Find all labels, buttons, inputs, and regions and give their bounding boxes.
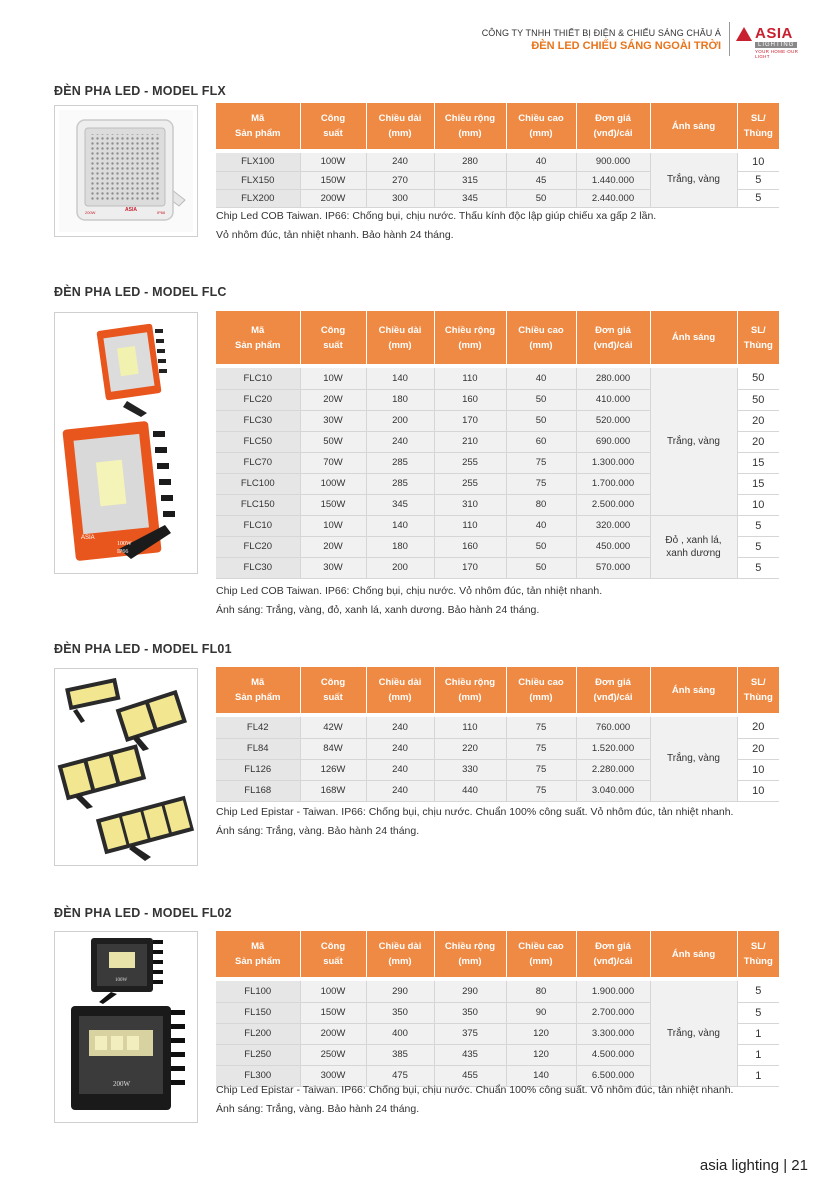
cell-height: 75 (506, 452, 576, 473)
note-line: Chip Led Epistar - Taiwan. IP66: Chống bụi, chịu nước. Chuẩn 100% công suất. Vỏ nhôm đúc, tản nhiệt nhanh. (216, 1084, 734, 1096)
cell-code: FLC150 (216, 494, 300, 515)
page-header (482, 22, 812, 58)
col-header-code: Mã Sản phẩm (216, 103, 300, 149)
col-header-qty: SL/ Thùng (737, 667, 779, 713)
note-line: Chip Led Epistar - Taiwan. IP66: Chống bụi, chịu nước. Chuẩn 100% công suất. Vỏ nhôm đúc, tản nhiệt nhanh. (216, 806, 734, 818)
cell-qty: 5 (737, 515, 779, 536)
cell-power: 70W (300, 452, 366, 473)
cell-qty: 10 (737, 494, 779, 515)
notes-flc (216, 582, 602, 620)
cell-length: 400 (366, 1023, 434, 1044)
col-header-power: Công suất (300, 103, 366, 149)
cell-length: 200 (366, 557, 434, 578)
col-header-light: Ánh sáng (650, 667, 737, 713)
section-title-flc: ĐÈN PHA LED - MODEL FLC (54, 285, 227, 299)
page-footer: asia lighting | 21 (699, 1157, 808, 1174)
cell-length: 240 (366, 431, 434, 452)
cell-qty: 15 (737, 452, 779, 473)
cell-length: 200 (366, 410, 434, 431)
cell-width: 350 (434, 1002, 506, 1023)
cell-height: 40 (506, 368, 576, 389)
cell-price: 1.520.000 (576, 738, 650, 759)
triangle-logo-icon (736, 27, 752, 41)
cell-width: 290 (434, 981, 506, 1002)
cell-power: 84W (300, 738, 366, 759)
cell-width: 110 (434, 368, 506, 389)
product-image-flx (54, 105, 198, 237)
flx-power-label: 200W (85, 210, 96, 215)
cell-code: FL250 (216, 1044, 300, 1065)
cell-power: 100W (300, 473, 366, 494)
cell-length: 180 (366, 536, 434, 557)
cell-qty: 20 (737, 410, 779, 431)
cell-power: 30W (300, 410, 366, 431)
cell-price: 760.000 (576, 717, 650, 738)
cell-light: Trắng, vàng (650, 368, 737, 515)
header-text (482, 22, 721, 52)
product-image-fl01 (54, 668, 198, 866)
cell-qty: 5 (737, 1002, 779, 1023)
cell-height: 140 (506, 1065, 576, 1086)
logo-sub: LIGHTING (755, 42, 797, 48)
table-row (216, 981, 779, 1002)
cell-height: 90 (506, 1002, 576, 1023)
product-image-fl02 (54, 931, 198, 1123)
cell-code: FL168 (216, 780, 300, 801)
col-header-code: Mã Sản phẩm (216, 667, 300, 713)
col-header-qty: SL/ Thùng (737, 311, 779, 364)
cell-width: 160 (434, 536, 506, 557)
section-title-fl01: ĐÈN PHA LED - MODEL FL01 (54, 642, 232, 656)
cell-price: 520.000 (576, 410, 650, 431)
cell-power: 100W (300, 153, 366, 171)
cell-width: 280 (434, 153, 506, 171)
cell-qty: 5 (737, 536, 779, 557)
cell-code: FLX150 (216, 171, 300, 189)
flc-power-label: 100W (117, 541, 132, 547)
cell-height: 80 (506, 494, 576, 515)
cell-height: 40 (506, 515, 576, 536)
cell-length: 350 (366, 1002, 434, 1023)
col-header-length: Chiều dài (mm) (366, 667, 434, 713)
cell-height: 75 (506, 780, 576, 801)
note-line: Chip Led COB Taiwan. IP66: Chống bụi, chịu nước. Vỏ nhôm đúc, tản nhiệt nhanh. (216, 585, 603, 597)
notes-fl01 (216, 803, 733, 841)
cell-qty: 15 (737, 473, 779, 494)
cell-width: 345 (434, 189, 506, 207)
cell-price: 1.440.000 (576, 171, 650, 189)
col-header-qty: SL/ Thùng (737, 931, 779, 977)
cell-length: 240 (366, 153, 434, 171)
cell-code: FLC20 (216, 536, 300, 557)
notes-flx (216, 207, 656, 245)
col-header-power: Công suất (300, 311, 366, 364)
cell-code: FL42 (216, 717, 300, 738)
table-row (216, 515, 779, 536)
cell-length: 285 (366, 473, 434, 494)
cell-height: 50 (506, 189, 576, 207)
col-header-light: Ánh sáng (650, 103, 737, 149)
col-header-width: Chiều rộng (mm) (434, 931, 506, 977)
notes-fl02 (216, 1081, 733, 1119)
cell-price: 4.500.000 (576, 1044, 650, 1065)
cell-power: 30W (300, 557, 366, 578)
cell-power: 50W (300, 431, 366, 452)
cell-length: 240 (366, 738, 434, 759)
cell-qty: 20 (737, 717, 779, 738)
col-header-price: Đơn giá (vnđ)/cái (576, 103, 650, 149)
cell-power: 150W (300, 494, 366, 515)
cell-price: 320.000 (576, 515, 650, 536)
cell-height: 50 (506, 557, 576, 578)
cell-price: 6.500.000 (576, 1065, 650, 1086)
cell-width: 210 (434, 431, 506, 452)
table-header-row (216, 311, 779, 364)
cell-code: FL150 (216, 1002, 300, 1023)
cell-power: 250W (300, 1044, 366, 1065)
cell-price: 2.440.000 (576, 189, 650, 207)
cell-height: 75 (506, 738, 576, 759)
cell-qty: 10 (737, 780, 779, 801)
cell-price: 410.000 (576, 389, 650, 410)
cell-price: 450.000 (576, 536, 650, 557)
catalog-subtitle: ĐÈN LED CHIẾU SÁNG NGOÀI TRỜI (531, 40, 721, 52)
cell-length: 285 (366, 452, 434, 473)
cell-qty: 1 (737, 1023, 779, 1044)
cell-price: 900.000 (576, 153, 650, 171)
cell-width: 310 (434, 494, 506, 515)
cell-height: 60 (506, 431, 576, 452)
cell-power: 126W (300, 759, 366, 780)
cell-width: 170 (434, 410, 506, 431)
cell-code: FLX200 (216, 189, 300, 207)
cell-length: 140 (366, 515, 434, 536)
cell-code: FL100 (216, 981, 300, 1002)
flc-brand-label: ASIA (81, 535, 95, 541)
spec-table-flc (216, 311, 779, 579)
cell-width: 255 (434, 452, 506, 473)
col-header-height: Chiều cao (mm) (506, 103, 576, 149)
cell-power: 20W (300, 389, 366, 410)
table-row (216, 717, 779, 738)
cell-power: 150W (300, 171, 366, 189)
col-header-length: Chiều dài (mm) (366, 931, 434, 977)
cell-light: Trắng, vàng (650, 153, 737, 207)
cell-price: 3.300.000 (576, 1023, 650, 1044)
cell-length: 140 (366, 368, 434, 389)
cell-light: Trắng, vàng (650, 981, 737, 1086)
cell-length: 300 (366, 189, 434, 207)
cell-price: 2.700.000 (576, 1002, 650, 1023)
cell-height: 45 (506, 171, 576, 189)
table-header-row (216, 667, 779, 713)
col-header-price: Đơn giá (vnđ)/cái (576, 667, 650, 713)
col-header-width: Chiều rộng (mm) (434, 667, 506, 713)
flx-brand-label: ASIA (125, 207, 137, 213)
header-divider (729, 22, 730, 56)
cell-height: 50 (506, 536, 576, 557)
cell-price: 3.040.000 (576, 780, 650, 801)
cell-width: 455 (434, 1065, 506, 1086)
cell-power: 200W (300, 1023, 366, 1044)
cell-code: FL84 (216, 738, 300, 759)
logo-tagline: YOUR HOME·OUR LIGHT (755, 49, 799, 59)
cell-code: FL200 (216, 1023, 300, 1044)
cell-price: 280.000 (576, 368, 650, 389)
col-header-light: Ánh sáng (650, 311, 737, 364)
cell-width: 440 (434, 780, 506, 801)
flc-ip-label: IP66 (117, 549, 129, 555)
cell-height: 120 (506, 1023, 576, 1044)
note-line: Ánh sáng: Trắng, vàng, đỏ, xanh lá, xanh dương. Bảo hành 24 tháng. (216, 604, 540, 616)
note-line: Ánh sáng: Trắng, vàng. Bảo hành 24 tháng. (216, 1103, 420, 1115)
cell-width: 330 (434, 759, 506, 780)
cell-height: 50 (506, 410, 576, 431)
cell-length: 180 (366, 389, 434, 410)
cell-power: 150W (300, 1002, 366, 1023)
cell-light: Trắng, vàng (650, 717, 737, 801)
cell-qty: 5 (737, 171, 779, 189)
cell-height: 120 (506, 1044, 576, 1065)
col-header-price: Đơn giá (vnđ)/cái (576, 311, 650, 364)
col-header-width: Chiều rộng (mm) (434, 103, 506, 149)
table-header-row (216, 103, 779, 149)
col-header-length: Chiều dài (mm) (366, 311, 434, 364)
col-header-width: Chiều rộng (mm) (434, 311, 506, 364)
cell-price: 1.300.000 (576, 452, 650, 473)
company-name: CÔNG TY TNHH THIẾT BỊ ĐIỆN & CHIẾU SÁNG CHÂU Á (481, 28, 721, 38)
fl02-large-power-label: 200W (113, 1080, 131, 1088)
cell-code: FLC70 (216, 452, 300, 473)
col-header-qty: SL/ Thùng (737, 103, 779, 149)
cell-price: 1.900.000 (576, 981, 650, 1002)
cell-code: FLC30 (216, 557, 300, 578)
table-header-row (216, 931, 779, 977)
cell-height: 75 (506, 473, 576, 494)
cell-qty: 50 (737, 389, 779, 410)
cell-qty: 10 (737, 153, 779, 171)
cell-height: 80 (506, 981, 576, 1002)
cell-length: 385 (366, 1044, 434, 1065)
col-header-height: Chiều cao (mm) (506, 667, 576, 713)
cell-qty: 20 (737, 431, 779, 452)
product-image-flc (54, 312, 198, 574)
col-header-price: Đơn giá (vnđ)/cái (576, 931, 650, 977)
logo-name: ASIA (755, 25, 793, 42)
cell-price: 1.700.000 (576, 473, 650, 494)
cell-code: FLC30 (216, 410, 300, 431)
section-title-flx: ĐÈN PHA LED - MODEL FLX (54, 84, 226, 98)
cell-length: 475 (366, 1065, 434, 1086)
note-line: Chip Led COB Taiwan. IP66: Chống bụi, chịu nước. Thấu kính độc lập giúp chiếu xa gấp 2 lần. (216, 210, 657, 222)
cell-price: 2.280.000 (576, 759, 650, 780)
cell-length: 240 (366, 759, 434, 780)
cell-power: 10W (300, 368, 366, 389)
cell-height: 75 (506, 717, 576, 738)
cell-qty: 10 (737, 759, 779, 780)
cell-width: 160 (434, 389, 506, 410)
col-header-light: Ánh sáng (650, 931, 737, 977)
cell-code: FLC20 (216, 389, 300, 410)
cell-length: 240 (366, 717, 434, 738)
cell-width: 110 (434, 515, 506, 536)
spec-table-fl01 (216, 667, 779, 802)
cell-width: 255 (434, 473, 506, 494)
cell-length: 345 (366, 494, 434, 515)
spec-table-flx (216, 103, 779, 208)
cell-height: 75 (506, 759, 576, 780)
col-header-length: Chiều dài (mm) (366, 103, 434, 149)
cell-qty: 1 (737, 1044, 779, 1065)
cell-price: 2.500.000 (576, 494, 650, 515)
cell-light: Đỏ , xanh lá, xanh dương (650, 515, 737, 578)
cell-length: 240 (366, 780, 434, 801)
col-header-code: Mã Sản phẩm (216, 931, 300, 977)
note-line: Ánh sáng: Trắng, vàng. Bảo hành 24 tháng. (216, 825, 420, 837)
cell-code: FLX100 (216, 153, 300, 171)
cell-width: 315 (434, 171, 506, 189)
cell-power: 100W (300, 981, 366, 1002)
cell-qty: 5 (737, 557, 779, 578)
cell-code: FLC100 (216, 473, 300, 494)
cell-length: 290 (366, 981, 434, 1002)
cell-qty: 5 (737, 981, 779, 1002)
cell-qty: 20 (737, 738, 779, 759)
cell-width: 170 (434, 557, 506, 578)
col-header-code: Mã Sản phẩm (216, 311, 300, 364)
table-row (216, 153, 779, 171)
col-header-height: Chiều cao (mm) (506, 311, 576, 364)
cell-price: 570.000 (576, 557, 650, 578)
spec-table-fl02 (216, 931, 779, 1087)
cell-width: 375 (434, 1023, 506, 1044)
cell-power: 42W (300, 717, 366, 738)
cell-length: 270 (366, 171, 434, 189)
brand-logo (736, 22, 812, 59)
cell-qty: 1 (737, 1065, 779, 1086)
cell-power: 200W (300, 189, 366, 207)
cell-code: FL300 (216, 1065, 300, 1086)
cell-width: 220 (434, 738, 506, 759)
col-header-power: Công suất (300, 931, 366, 977)
table-row (216, 368, 779, 389)
cell-price: 690.000 (576, 431, 650, 452)
cell-width: 435 (434, 1044, 506, 1065)
cell-code: FLC50 (216, 431, 300, 452)
col-header-height: Chiều cao (mm) (506, 931, 576, 977)
col-header-power: Công suất (300, 667, 366, 713)
note-line: Vỏ nhôm đúc, tản nhiệt nhanh. Bảo hành 24 tháng. (216, 229, 454, 241)
cell-code: FLC10 (216, 515, 300, 536)
cell-power: 20W (300, 536, 366, 557)
fl02-small-power-label: 100W (115, 978, 128, 983)
cell-height: 40 (506, 153, 576, 171)
cell-power: 168W (300, 780, 366, 801)
cell-height: 50 (506, 389, 576, 410)
flx-ip-label: IP66 (157, 210, 166, 215)
cell-power: 300W (300, 1065, 366, 1086)
cell-code: FLC10 (216, 368, 300, 389)
section-title-fl02: ĐÈN PHA LED - MODEL FL02 (54, 906, 232, 920)
cell-width: 110 (434, 717, 506, 738)
cell-power: 10W (300, 515, 366, 536)
cell-qty: 50 (737, 368, 779, 389)
cell-code: FL126 (216, 759, 300, 780)
cell-qty: 5 (737, 189, 779, 207)
